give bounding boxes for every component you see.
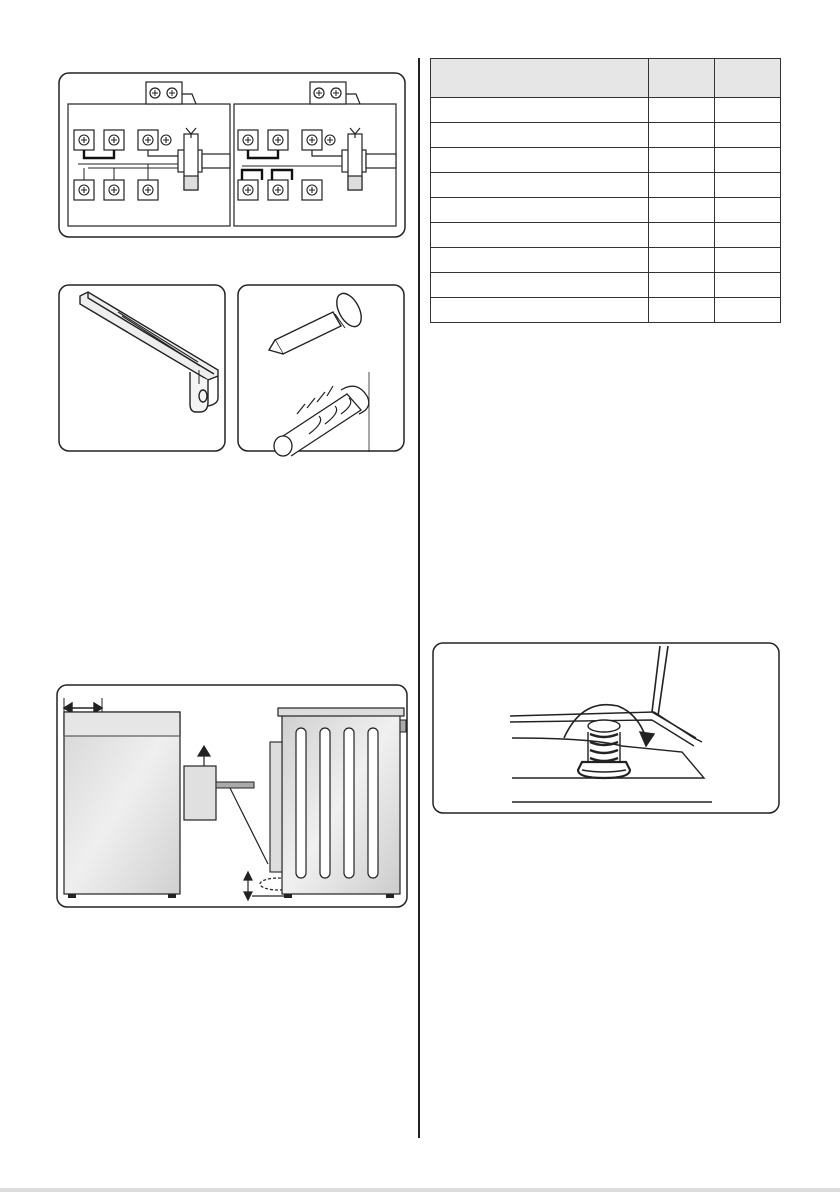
table-row bbox=[431, 248, 781, 273]
specification-table bbox=[430, 58, 781, 323]
table-cell bbox=[715, 273, 781, 298]
table-row bbox=[431, 123, 781, 148]
table-cell bbox=[715, 123, 781, 148]
table-cell bbox=[715, 248, 781, 273]
table-cell bbox=[715, 148, 781, 173]
table-header-row bbox=[431, 59, 781, 98]
table-cell bbox=[431, 98, 649, 123]
table-cell bbox=[431, 173, 649, 198]
table-cell bbox=[431, 248, 649, 273]
wiring-panel-right bbox=[234, 82, 396, 226]
kitchen-cabinet-icon bbox=[64, 712, 180, 898]
table-cell bbox=[648, 98, 715, 123]
column-divider bbox=[418, 58, 420, 1138]
table-cell bbox=[431, 198, 649, 223]
table-header-cell bbox=[431, 59, 649, 98]
table-cell bbox=[715, 223, 781, 248]
table-cell bbox=[715, 298, 781, 323]
table-cell bbox=[431, 148, 649, 173]
table-row bbox=[431, 298, 781, 323]
table-row bbox=[431, 198, 781, 223]
table-cell bbox=[648, 198, 715, 223]
table-row bbox=[431, 148, 781, 173]
table-cell bbox=[431, 298, 649, 323]
angle-bracket-figure bbox=[58, 284, 228, 454]
table-row bbox=[431, 98, 781, 123]
table-header-cell bbox=[648, 59, 715, 98]
table-cell bbox=[431, 123, 649, 148]
table-cell bbox=[431, 273, 649, 298]
table-cell bbox=[431, 223, 649, 248]
table-cell bbox=[715, 198, 781, 223]
table-cell bbox=[648, 148, 715, 173]
table-row bbox=[431, 173, 781, 198]
adjustable-foot-figure bbox=[432, 642, 780, 814]
screw-anchor-figure bbox=[237, 284, 407, 454]
table-cell bbox=[715, 173, 781, 198]
table-cell bbox=[648, 223, 715, 248]
table-cell bbox=[648, 123, 715, 148]
table-cell bbox=[715, 98, 781, 123]
table-cell bbox=[648, 248, 715, 273]
table-header-cell bbox=[715, 59, 781, 98]
page-bottom-border bbox=[0, 1188, 840, 1192]
wiring-diagram-figure bbox=[58, 72, 408, 240]
wiring-panel-left bbox=[68, 82, 230, 226]
table-cell bbox=[648, 298, 715, 323]
table-cell bbox=[648, 173, 715, 198]
appliance-icon bbox=[270, 708, 406, 898]
table-row bbox=[431, 273, 781, 298]
table-cell bbox=[648, 273, 715, 298]
alignment-figure bbox=[56, 684, 410, 910]
table-row bbox=[431, 223, 781, 248]
